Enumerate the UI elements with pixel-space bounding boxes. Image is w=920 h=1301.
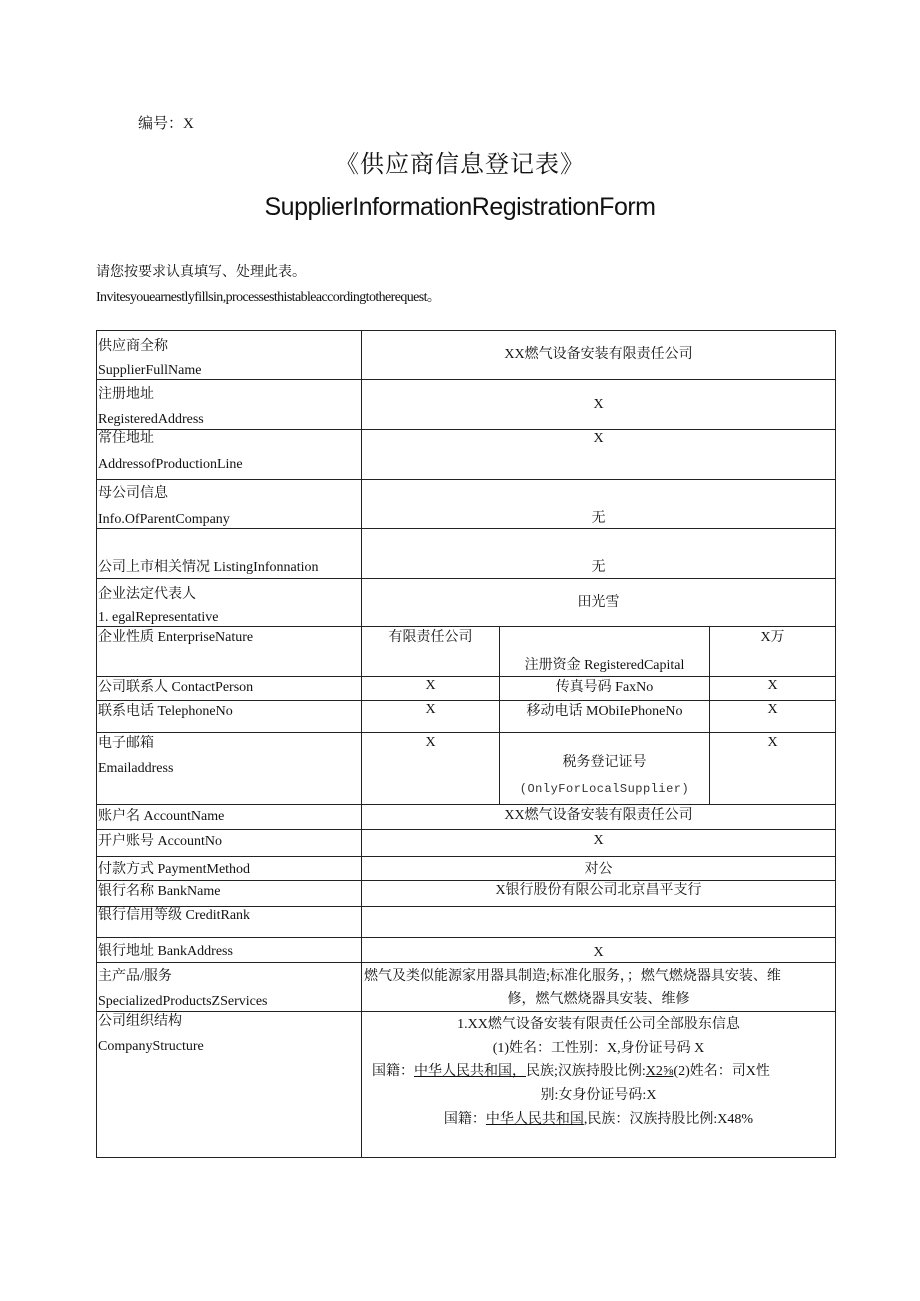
- label-enterprise-nature: 企业性质 EnterpriseNature: [98, 630, 254, 645]
- label-email-en: Emailaddress: [98, 761, 174, 776]
- value-email: X: [425, 735, 436, 750]
- structure-line-3: [372, 1063, 770, 1081]
- label-full-name-en: SupplierFullName: [98, 363, 202, 378]
- value-account-name: XX燃气设备安装有限责任公司: [504, 808, 693, 823]
- value-registered-address: X: [593, 397, 604, 412]
- value-payment-method: 对公: [584, 862, 613, 877]
- value-full-name: XX燃气设备安装有限责任公司: [504, 347, 693, 362]
- form-title-english: SupplierInformationRegistrationForm: [264, 193, 656, 221]
- label-payment-method: 付款方式 PaymentMethod: [98, 862, 251, 877]
- label-contact-person: 公司联系人 ContactPerson: [98, 680, 254, 695]
- value-products-line1: 燃气及类似能源家用器具制造;标准化服务，；燃气燃烧器具安装、维: [364, 969, 781, 984]
- label-parent-company-cn: 母公司信息: [98, 486, 168, 501]
- instructions-english: Invitesyouearnestlyfillsin,processesthistableaccordingtotherequest。: [96, 290, 441, 305]
- structure-nationality-label: 国籍：: [372, 1064, 414, 1079]
- value-registered-capital: X万: [760, 630, 785, 645]
- serial-number: 编号：X: [138, 116, 194, 132]
- label-bank-name: 银行名称 BankName: [98, 884, 221, 899]
- label-parent-company-en: Info.OfParentCompany: [98, 512, 230, 527]
- structure-nationality-2: 中华人民共和国: [485, 1112, 584, 1127]
- label-bank-address: 银行地址 BankAddress: [98, 944, 233, 959]
- value-telephone: X: [425, 702, 436, 717]
- value-products-line2: 修，燃气燃烧器具安装、维修: [507, 992, 690, 1007]
- label-registered-address-en: RegisteredAddress: [98, 412, 204, 427]
- label-legal-rep-cn: 企业法定代表人: [98, 587, 196, 602]
- structure-share-1: X2⅝: [645, 1064, 674, 1079]
- label-listing-info: 公司上市相关情况 ListingInfonnation: [98, 560, 319, 575]
- label-email-cn: 电子邮箱: [98, 736, 154, 751]
- value-listing-info: 无: [591, 560, 606, 575]
- label-company-structure-en: CompanyStructure: [98, 1039, 204, 1054]
- value-production-address: X: [593, 431, 604, 446]
- value-bank-address: X: [593, 945, 604, 960]
- value-contact-person: X: [425, 678, 436, 693]
- form-title-chinese: 《供应商信息登记表》: [335, 152, 585, 178]
- label-fax-no: 传真号码 FaxNo: [555, 680, 654, 695]
- label-registered-address-cn: 注册地址: [98, 387, 154, 402]
- supplier-form-table: [96, 330, 836, 1158]
- label-full-name-cn: 供应商全称: [98, 339, 168, 354]
- label-registered-capital: 注册资金 RegisteredCapital: [524, 658, 685, 673]
- value-bank-name: X银行股份有限公司北京昌平支行: [495, 883, 702, 898]
- instructions-chinese: 请您按要求认真填写、处理此表。: [96, 265, 306, 280]
- label-tax-registration-en: (OnlyForLocalSupplier): [519, 782, 690, 796]
- structure-ethnic-share-label: 民族;汉族持股比例:: [526, 1064, 646, 1079]
- value-fax-no: X: [767, 678, 778, 693]
- value-account-no: X: [593, 833, 604, 848]
- value-legal-rep: 田光雪: [577, 595, 620, 610]
- structure-ethnic-share-2: ,民族：汉族持股比例:X48%: [583, 1112, 754, 1127]
- label-company-structure-cn: 公司组织结构: [98, 1014, 182, 1029]
- structure-second-holder: (2)姓名：司X性: [673, 1064, 770, 1079]
- structure-line-4: 别:女身份证号码:X: [540, 1088, 657, 1103]
- label-mobile-phone: 移动电话 MObiIePhoneNo: [526, 704, 683, 719]
- label-tax-registration-cn: 税务登记证号: [562, 755, 647, 770]
- label-account-no: 开户账号 AccountNo: [98, 834, 223, 849]
- value-mobile-phone: X: [767, 702, 778, 717]
- label-legal-rep-en: 1. egalRepresentative: [98, 610, 219, 625]
- structure-nationality-1: 中华人民共和国，: [414, 1064, 526, 1079]
- label-production-address-cn: 常住地址: [98, 431, 154, 446]
- label-account-name: 账户名 AccountName: [98, 809, 225, 824]
- value-enterprise-nature: 有限责任公司: [388, 630, 473, 645]
- structure-line-1: 1.XX燃气设备安装有限责任公司全部股东信息: [457, 1017, 740, 1032]
- label-credit-rank: 银行信用等级 CreditRank: [98, 908, 251, 923]
- structure-nationality-label-2: 国籍：: [443, 1112, 486, 1127]
- label-telephone: 联系电话 TelephoneNo: [98, 704, 233, 719]
- structure-line-2: (1)姓名：工性别：X,身份证号码 X: [492, 1041, 705, 1056]
- label-products-cn: 主产品/服务: [98, 969, 172, 984]
- structure-line-5: [362, 1111, 835, 1129]
- label-products-en: SpecializedProductsZServices: [98, 994, 268, 1009]
- value-tax-registration: X: [767, 735, 778, 750]
- value-parent-company: 无: [591, 511, 606, 526]
- label-production-address-en: AddressofProductionLine: [98, 457, 243, 472]
